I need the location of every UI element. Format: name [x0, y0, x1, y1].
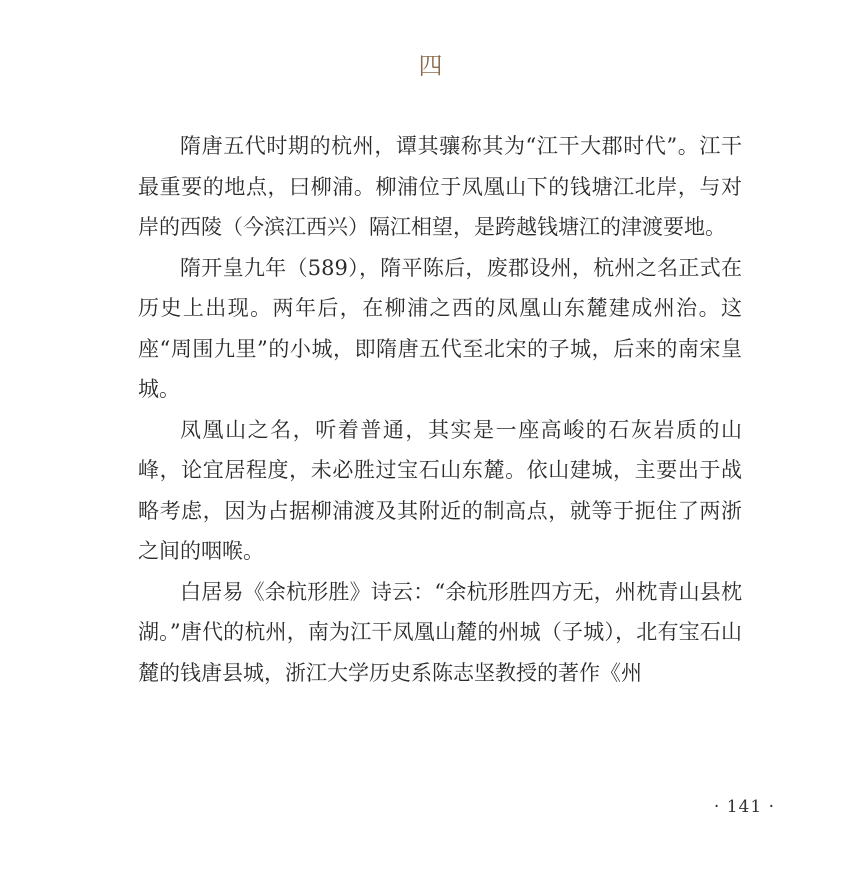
paragraph-4: 白居易《余杭形胜》诗云：“余杭形胜四方无，州枕青山县枕湖。”唐代的杭州，南为江干凤凰山麓的州城（子城），北有宝石山麓的钱唐县城，浙江大学历史系陈志坚教授的著作《州 — [138, 579, 742, 685]
page-number: · 141 · — [713, 797, 775, 817]
chapter-heading: 四 — [418, 52, 445, 80]
paragraph-3: 凤凰山之名，听着普通，其实是一座高峻的石灰岩质的山峰，论宜居程度，未必胜过宝石山东麓。依山建城，主要出于战略考虑，因为占据柳浦渡及其附近的制高点，就等于扼住了两浙之间的咽喉。 — [138, 417, 742, 563]
body-text — [138, 126, 742, 693]
paragraph-1: 隋唐五代时期的杭州，谭其骧称其为“江干大郡时代”。江干最重要的地点，曰柳浦。柳浦位于凤凰山下的钱塘江北岸，与对岸的西陵（今滨江西兴）隔江相望，是跨越钱塘江的津渡要地。 — [138, 134, 742, 239]
paragraph-2: 隋开皇九年（589），隋平陈后，废郡设州，杭州之名正式在历史上出现。两年后，在柳浦之西的凤凰山东麓建成州治。这座“周围九里”的小城，即隋唐五代至北宋的子城，后来的南宋皇城。 — [138, 255, 742, 401]
